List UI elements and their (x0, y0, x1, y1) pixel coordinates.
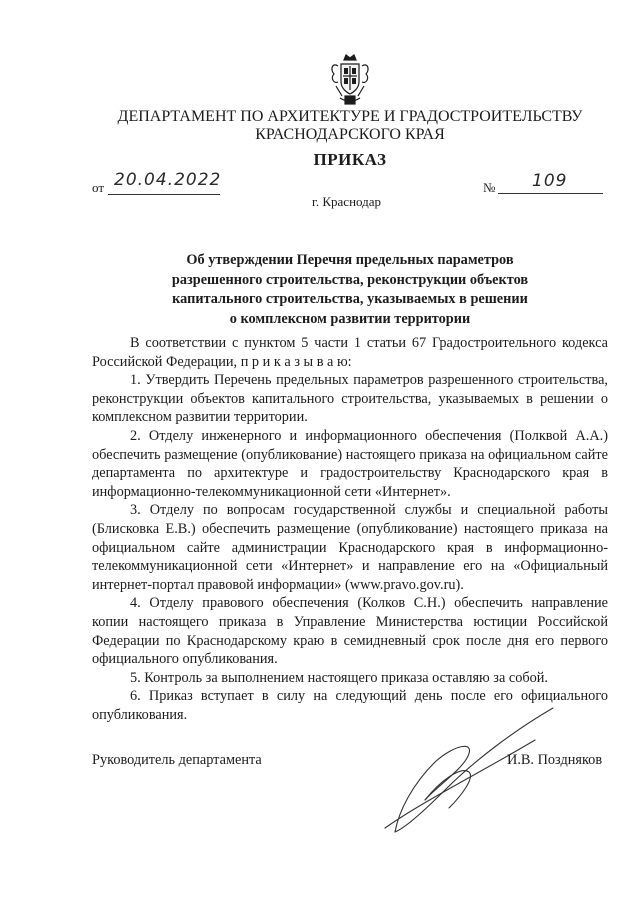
title-line: Об утверждении Перечня предельных параметров (186, 252, 514, 268)
signatory-position: Руководитель департамента (92, 752, 262, 768)
document-title (92, 251, 608, 329)
order-item-5: 5. Контроль за выполнением настоящего приказа оставляю за собой. (130, 669, 549, 686)
date-underline (108, 194, 220, 195)
title-line: разрешенного строительства, реконструкции объектов (171, 271, 529, 288)
title-line: о комплексном развитии территории (229, 310, 471, 327)
date-prefix: от (92, 180, 105, 195)
department-name-line1: ДЕПАРТАМЕНТ ПО АРХИТЕКТУРЕ И ГРАДОСТРОИТЕЛЬСТВУ (117, 108, 583, 125)
number-underline (498, 193, 603, 194)
number-prefix: № (483, 180, 496, 195)
document-type: ПРИКАЗ (313, 150, 387, 169)
order-item-2: 2. Отделу инженерного и информационного обеспечения (Полквой А.А.) обеспечить размещение (опубликование) настоящего приказа на официальном сайте департамента по архитектуре и градостроительству Краснодарского края в информационно-телекоммуникационной сети «Интернет». (92, 427, 608, 500)
signatory-name: И.В. Поздняков (507, 752, 603, 768)
coat-of-arms-icon (328, 52, 372, 106)
preamble-paragraph: В соответствии с пунктом 5 части 1 статьи 67 Градостроительного кодекса Российской Федерации, п р и к а з ы в а ю: (92, 335, 608, 370)
city: г. Краснодар (312, 194, 382, 209)
handwritten-number: 109 (532, 171, 568, 191)
department-name-line2: КРАСНОДАРСКОГО КРАЯ (255, 126, 445, 143)
order-item-3: 3. Отделу по вопросам государственной службы и специальной работы (Блисковка Е.В.) обеспечить размещение (опубликование) настоящего приказа на официальном сайте администрации Краснодарского края в информационно-телекоммуникационной сети «Интернет» и направление его на «Официальный интернет-портал правовой информации» (www.pravo.gov.ru). (92, 502, 608, 593)
handwritten-signature-icon (365, 700, 565, 840)
title-line: капитального строительства, указываемых в решении (172, 291, 528, 307)
order-item-6: 6. Приказ вступает в силу на следующий день после его официального опубликования. (92, 688, 608, 723)
order-item-1: 1. Утвердить Перечень предельных параметров разрешенного строительства, реконструкции объектов капитального строительства, указываемых в решении о комплексном развитии территории. (92, 372, 608, 426)
document-body (92, 334, 608, 724)
handwritten-date: 20.04.2022 (114, 170, 222, 190)
order-item-4: 4. Отделу правового обеспечения (Колков С.Н.) обеспечить направление копии настоящего приказа в Управление Министерства юстиции Российской Федерации по Краснодарскому краю в семидневный срок после дня его первого официального опубликования. (92, 595, 608, 668)
